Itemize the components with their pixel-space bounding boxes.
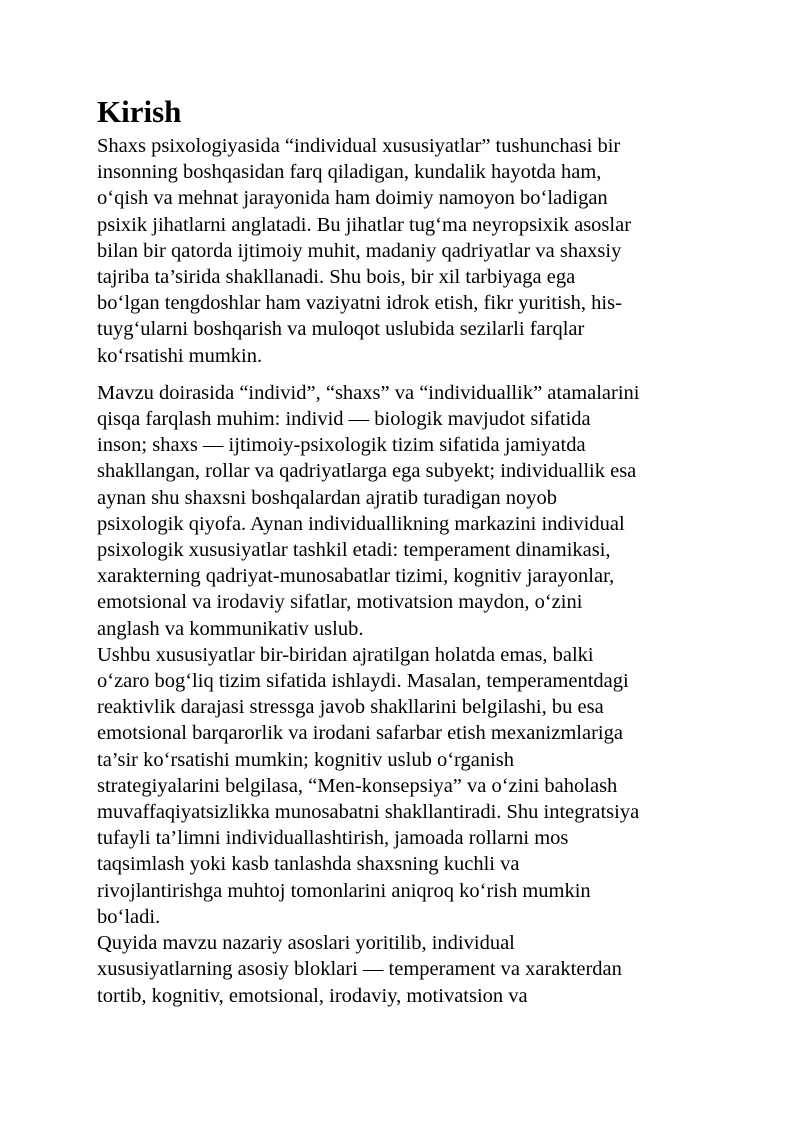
document-page (97, 94, 717, 1009)
paragraph-1: Shaxs psixologiyasida “individual xususiyatlar” tushunchasi bir insonning boshqasidan farq qiladigan, kundalik hayotda ham, o‘qish va mehnat jarayonida ham doimiy namoyon bo‘ladigan psixik jihatlarni anglatadi. Bu jihatlar tug‘ma neyropsixik asoslar bilan bir qatorda ijtimoiy muhit, madaniy qadriyatlar va shaxsiy tajriba ta’sirida shakllanadi. Shu bois, bir xil tarbiyaga ega bo‘lgan tengdoshlar ham vaziyatni idrok etish, fikr yuritish, his- tuyg‘ularni boshqarish va muloqot uslubida sezilarli farqlar ko‘rsatishi mumkin. (97, 135, 632, 367)
paragraph-4: Quyida mavzu nazariy asoslari yoritilib, individual xususiyatlarning asosiy bloklari — temperament va xarakterdan tortib, kognitiv, emotsional, irodaviy, motivatsion va (97, 932, 622, 1007)
page-title: Kirish (97, 94, 182, 129)
paragraph-2: Mavzu doirasida “individ”, “shaxs” va “individuallik” atamalarini qisqa farqlash muhim: individ — biologik mavjudot sifatida inson; shaxs — ijtimoiy-psixologik tizim sifatida jamiyatda shakllangan, rollar va qadriyatlarga ega subyekt; individuallik esa aynan shu shaxsni boshqalardan ajratib turadigan noyob psixologik qiyofa. Aynan individuallikning markazini individual psixologik xususiyatlar tashkil etadi: temperament dinamikasi, xarakterning qadriyat-munosabatlar tizimi, kognitiv jarayonlar, emotsional va irodaviy sifatlar, motivatsion maydon, o‘zini anglash va kommunikativ uslub. (97, 381, 640, 640)
paragraph-3: Ushbu xususiyatlar bir-biridan ajratilgan holatda emas, balki o‘zaro bog‘liq tizim sifatida ishlaydi. Masalan, temperamentdagi reaktivlik darajasi stressga javob shakllarini belgilashi, bu esa emotsional barqarorlik va irodani safarbar etish mexanizmlariga ta’sir ko‘rsatishi mumkin; kognitiv uslub o‘rganish strategiyalarini belgilasa, “Men-konsepsiya” va o‘zini baholash muvaffaqiyatsizlikka munosabatni shakllantiradi. Shu integratsiya tufayli ta’limni individuallashtirish, jamoada rollarni mos taqsimlash yoki kasb tanlashda shaxsning kuchli va rivojlantirishga muhtoj tomonlarini aniqroq ko‘rish mumkin bo‘ladi. (97, 643, 640, 928)
